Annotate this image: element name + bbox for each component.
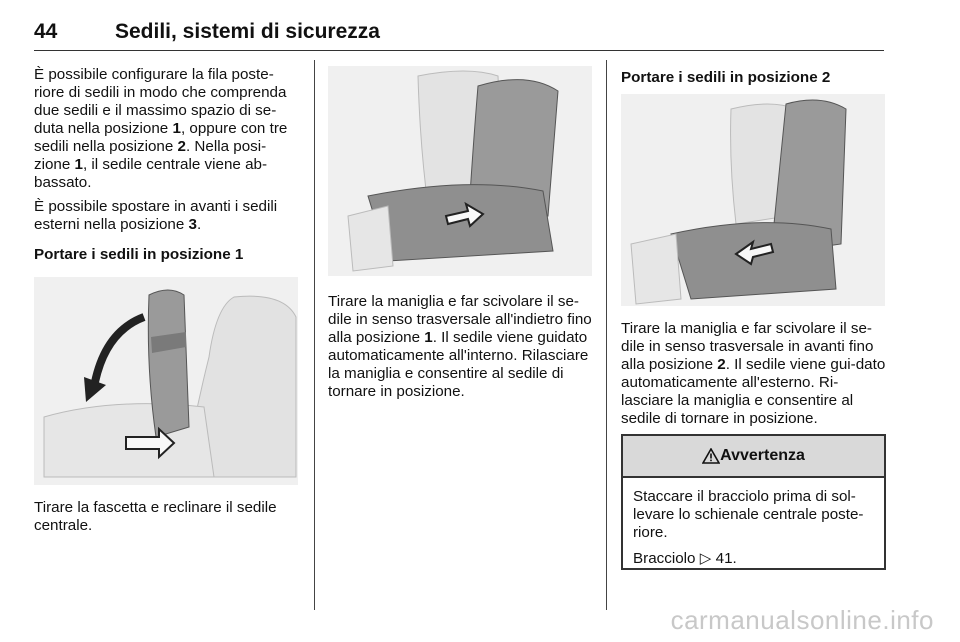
column-divider <box>314 60 315 610</box>
page-number: 44 <box>34 20 58 43</box>
seat-illustration-1 <box>34 277 298 485</box>
column-1 <box>34 66 302 240</box>
cross-reference[interactable]: Bracciolo ▷ 41. <box>633 550 737 567</box>
figure-caption: Tirare la maniglia e far scivolare il se-dile in senso trasversale all'indietro fino alla posizione 1. Il sedile viene guidato automaticamente all'interno. Rilasciare la maniglia e consentire al sedile di tornare in posizione. <box>328 293 592 400</box>
warning-text: Staccare il bracciolo prima di sol-levare lo schienale centrale poste-riore. <box>633 488 864 541</box>
warning-triangle-icon <box>702 448 720 464</box>
column-divider <box>606 60 607 610</box>
section-heading: Portare i sedili in posizione 1 <box>34 246 244 263</box>
reference-arrow-icon: ▷ <box>699 550 712 567</box>
intro-paragraph: È possibile configurare la fila poste-riore di sedili in modo che comprenda due sedili e il massimo spazio di se-duta nella posizione 1, oppure con tre sedili nella posizione 2. Nella posi-zione 1, il sedile centrale viene ab-bassato. <box>34 66 288 191</box>
seat-illustration-3 <box>621 94 885 306</box>
watermark: carmanualsonline.info <box>670 605 934 635</box>
figure-caption: Tirare la fascetta e reclinare il sedile centrale. <box>34 499 277 534</box>
paragraph: È possibile spostare in avanti i sedili esterni nella posizione 3. <box>34 198 278 233</box>
warning-box <box>621 434 886 570</box>
seat-illustration-2 <box>328 66 592 276</box>
header-rule <box>34 50 884 51</box>
warning-header <box>623 436 884 478</box>
section-heading: Portare i sedili in posizione 2 <box>621 69 831 86</box>
page-title: Sedili, sistemi di sicurezza <box>115 20 380 43</box>
figure-caption: Tirare la maniglia e far scivolare il se-dile in senso trasversale in avanti fino alla posizione 2. Il sedile viene gui-dato automaticamente all'esterno. Ri-lasciare la maniglia e consentire al sedile di tornare in posizione. <box>621 320 886 427</box>
warning-title: Avvertenza <box>720 447 805 464</box>
